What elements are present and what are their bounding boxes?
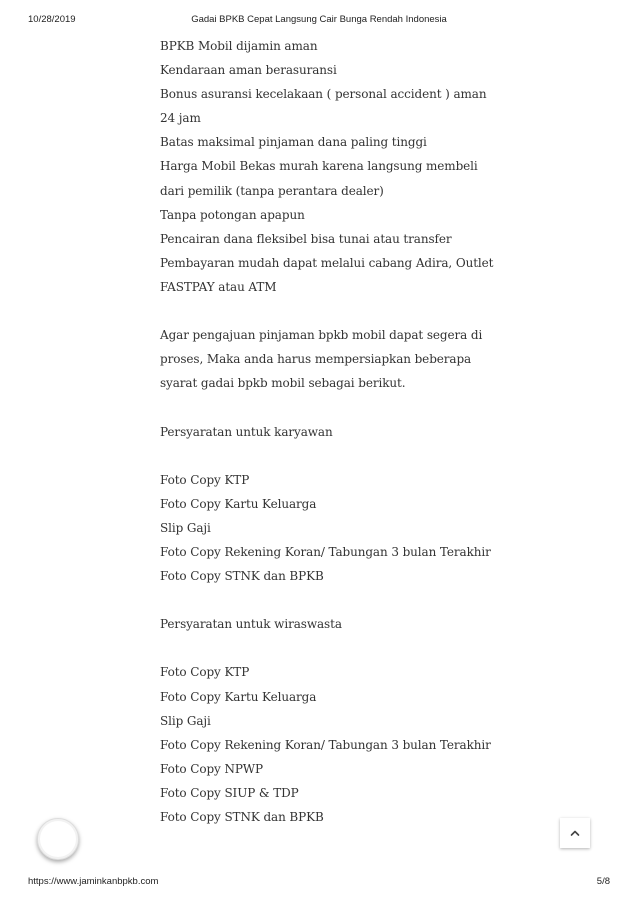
- benefit-line: Tanpa potongan apapun: [160, 207, 305, 222]
- intro-line: syarat gadai bpkb mobil sebagai berikut.: [160, 376, 406, 391]
- print-header: [28, 14, 610, 28]
- paragraph-gap: [160, 588, 490, 612]
- floating-action-button[interactable]: [37, 818, 79, 860]
- benefit-line: Batas maksimal pinjaman dana paling tinggi: [160, 135, 427, 150]
- entrepreneur-requirement: Foto Copy NPWP: [160, 761, 264, 776]
- paragraph-gap: [160, 299, 490, 323]
- entrepreneur-requirement: Foto Copy SIUP & TDP: [160, 785, 299, 800]
- benefit-line: BPKB Mobil dijamin aman: [160, 39, 318, 53]
- paragraph-gap: [160, 395, 490, 419]
- article-content: [160, 34, 494, 829]
- employee-heading: Persyaratan untuk karyawan: [160, 424, 333, 439]
- benefit-line: 24 jam: [160, 111, 201, 126]
- entrepreneur-heading: Persyaratan untuk wiraswasta: [160, 617, 342, 632]
- employee-requirement: Foto Copy Kartu Keluarga: [160, 496, 317, 511]
- page-number: 5/8: [596, 876, 610, 887]
- benefit-line: Harga Mobil Bekas murah karena langsung membeli: [160, 159, 478, 174]
- employee-requirement: Foto Copy STNK dan BPKB: [160, 569, 324, 584]
- entrepreneur-requirement: Slip Gaji: [160, 713, 211, 728]
- benefit-line: Pembayaran mudah dapat melalui cabang Adira, Outlet: [160, 255, 494, 270]
- benefit-line: Pencairan dana fleksibel bisa tunai atau transfer: [160, 231, 452, 246]
- employee-requirement: Foto Copy Rekening Koran/ Tabungan 3 bulan Terakhir: [160, 544, 491, 559]
- entrepreneur-requirement: Foto Copy Rekening Koran/ Tabungan 3 bulan Terakhir: [160, 737, 491, 752]
- employee-requirement: Foto Copy KTP: [160, 472, 250, 487]
- page-url: https://www.jaminkanbpkb.com: [28, 876, 159, 887]
- intro-line: Agar pengajuan pinjaman bpkb mobil dapat segera di: [160, 328, 483, 343]
- benefit-line: dari pemilik (tanpa perantara dealer): [160, 183, 384, 198]
- entrepreneur-requirement: Foto Copy STNK dan BPKB: [160, 810, 324, 824]
- benefit-line: Bonus asuransi kecelakaan ( personal accident ) aman: [160, 87, 487, 102]
- page-title: Gadai BPKB Cepat Langsung Cair Bunga Rendah Indonesia: [191, 14, 447, 25]
- employee-requirement: Slip Gaji: [160, 520, 211, 535]
- intro-line: proses, Maka anda harus mempersiapkan beberapa: [160, 352, 472, 367]
- paragraph-gap: [160, 444, 490, 468]
- paragraph-gap: [160, 636, 490, 660]
- entrepreneur-requirement: Foto Copy KTP: [160, 665, 250, 680]
- entrepreneur-requirement: Foto Copy Kartu Keluarga: [160, 689, 317, 704]
- benefit-line: Kendaraan aman berasuransi: [160, 63, 337, 78]
- scroll-to-top-button[interactable]: [560, 818, 590, 848]
- print-date: 10/28/2019: [28, 14, 76, 25]
- print-footer: [28, 876, 610, 890]
- chevron-up-icon: [569, 827, 581, 839]
- benefit-line: FASTPAY atau ATM: [160, 279, 277, 294]
